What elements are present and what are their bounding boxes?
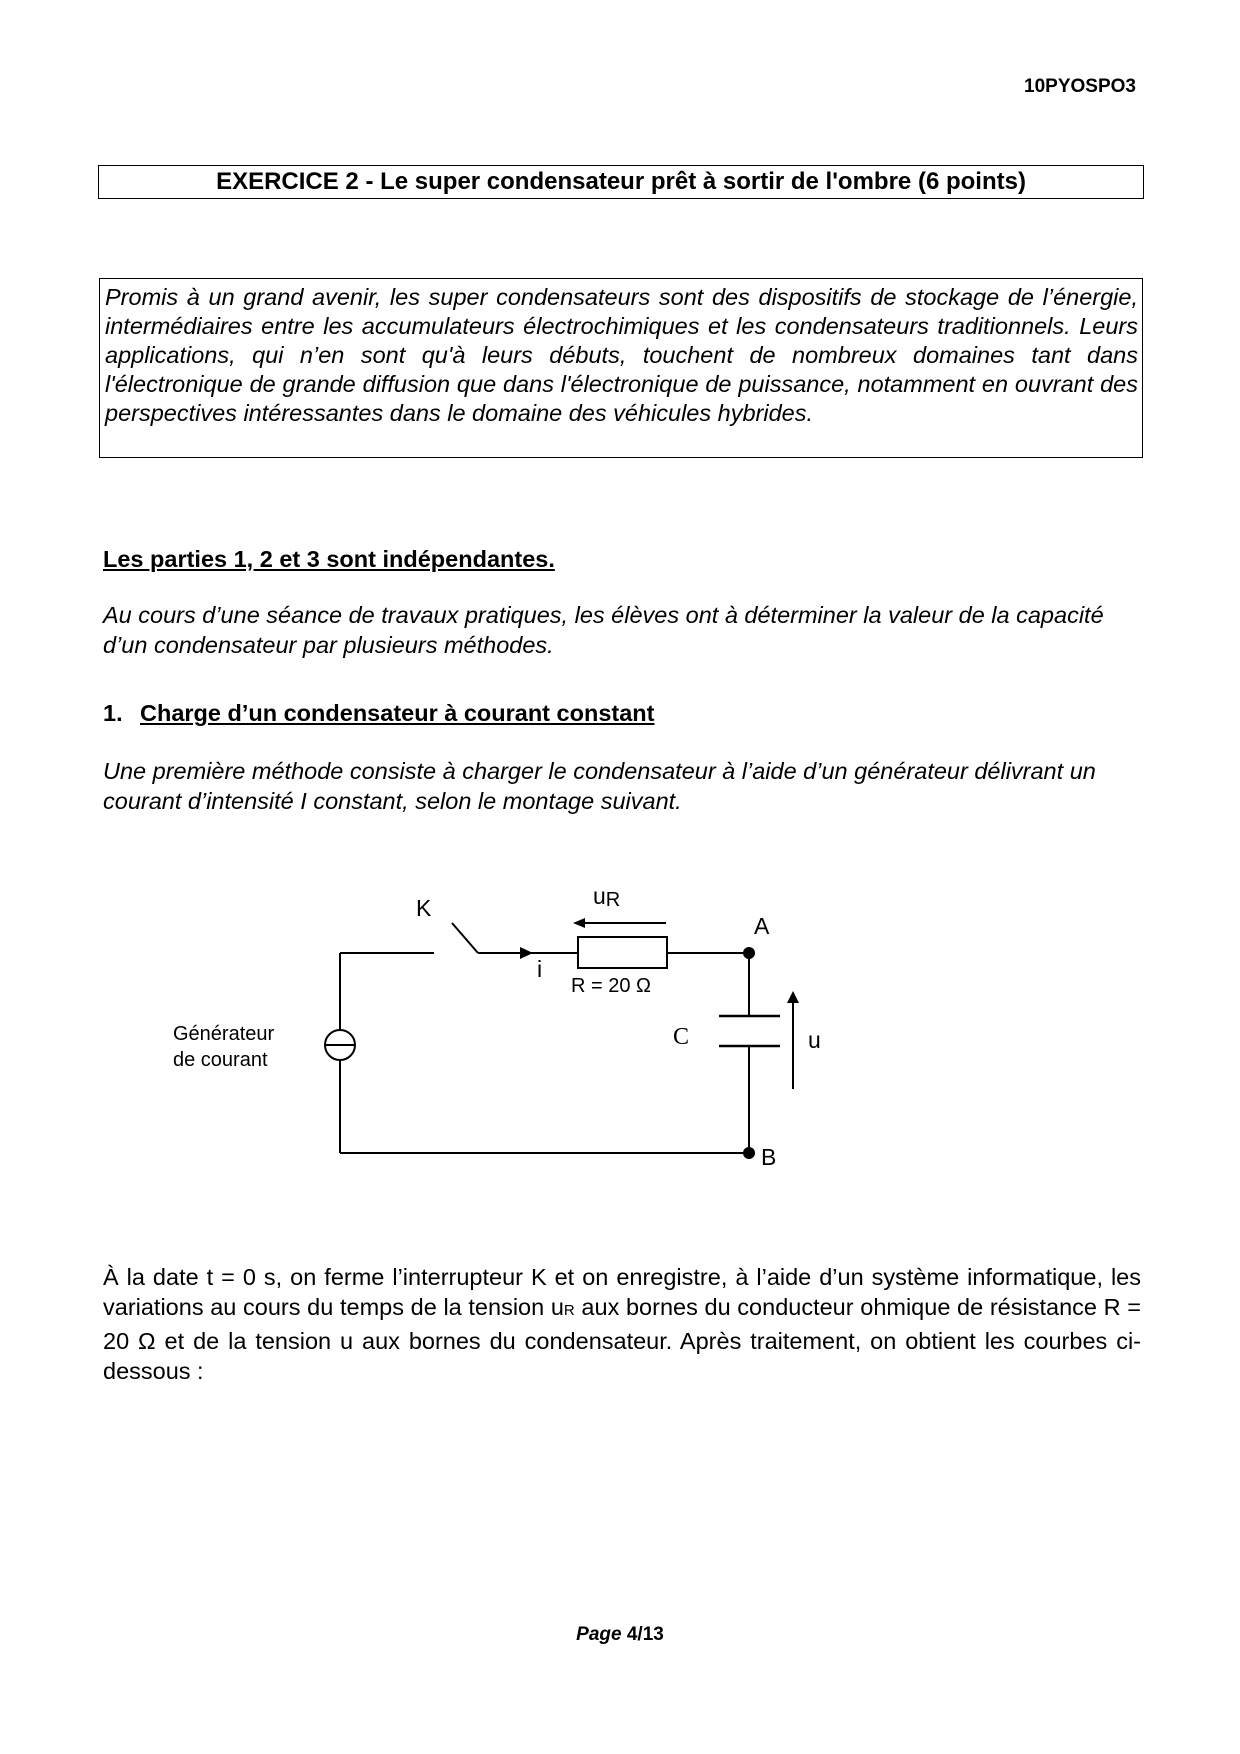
ur-label-main: u — [593, 883, 606, 909]
measurement-text-1: À la date t = 0 s, on ferme l’interrupteur K et on enregistre, à l’aide d’un système informatique, les variations au cours du temps de la tension — [103, 1264, 1141, 1320]
capacitor-label: C — [673, 1024, 690, 1050]
measurement-ur-main: u — [550, 1294, 564, 1320]
measurement-paragraph — [103, 1262, 1141, 1386]
voltage-label: u — [808, 1027, 821, 1053]
ur-arrowhead — [573, 918, 585, 928]
ur-label — [593, 883, 620, 911]
generator-label-line1: Générateur — [173, 1023, 275, 1045]
node-a-label: A — [754, 913, 770, 939]
resistor-label: R = 20 Ω — [571, 975, 651, 997]
node-b-label: B — [761, 1144, 777, 1170]
document-code: 10PYOSPO3 — [1024, 76, 1136, 97]
switch-blade — [452, 923, 478, 953]
current-arrowhead — [520, 947, 533, 959]
section-1-number: 1. — [103, 700, 123, 726]
intro-text: Promis à un grand avenir, les super condensateurs sont des dispositifs de stockage de l’énergie, intermédiaires entre les accumulateurs électrochimiques et les condensateurs traditionnels. Leurs applications, qui n’en sont qu'à leurs débuts, touchent de nombreux domaines tant dans l'électronique de grande diffusion que dans l'électronique de puissance, notamment en ouvrant des perspectives intéressantes dans le domaine des véhicules hybrides. — [105, 284, 1138, 426]
current-label: i — [537, 956, 543, 982]
exercise-title-text: EXERCICE 2 - Le super condensateur prêt à sortir de l'ombre (6 points) — [216, 168, 1026, 195]
node-a-dot — [743, 947, 755, 959]
ur-label-sub: R — [605, 889, 621, 911]
page-footer — [0, 1624, 1240, 1646]
node-b-dot — [743, 1147, 755, 1159]
page-number: 4/13 — [626, 1624, 664, 1645]
context-paragraph: Au cours d’une séance de travaux pratiques, les élèves ont à déterminer la valeur de la capacité d’un condensateur par plusieurs méthodes. — [103, 602, 1104, 658]
section-1-intro: Une première méthode consiste à charger le condensateur à l’aide d’un générateur délivrant un courant d’intensité I constant, selon le montage suivant. — [103, 758, 1096, 814]
measurement-ur-symbol — [551, 1294, 575, 1320]
measurement-text-2: aux bornes du conducteur ohmique de résistance R = 20 Ω et de la tension u aux bornes du condensateur. Après traitement, on obtient les courbes ci-dessous : — [103, 1294, 1141, 1384]
parts-note: Les parties 1, 2 et 3 sont indépendantes. — [103, 546, 555, 572]
resistor — [578, 937, 667, 968]
generator-label-line2: de courant — [173, 1049, 268, 1071]
page-label: Page — [576, 1624, 622, 1645]
measurement-ur-sub: R — [563, 1302, 575, 1319]
voltage-arrowhead — [787, 991, 799, 1003]
switch-label: K — [416, 895, 432, 921]
section-1-title: Charge d’un condensateur à courant constant — [140, 700, 655, 726]
